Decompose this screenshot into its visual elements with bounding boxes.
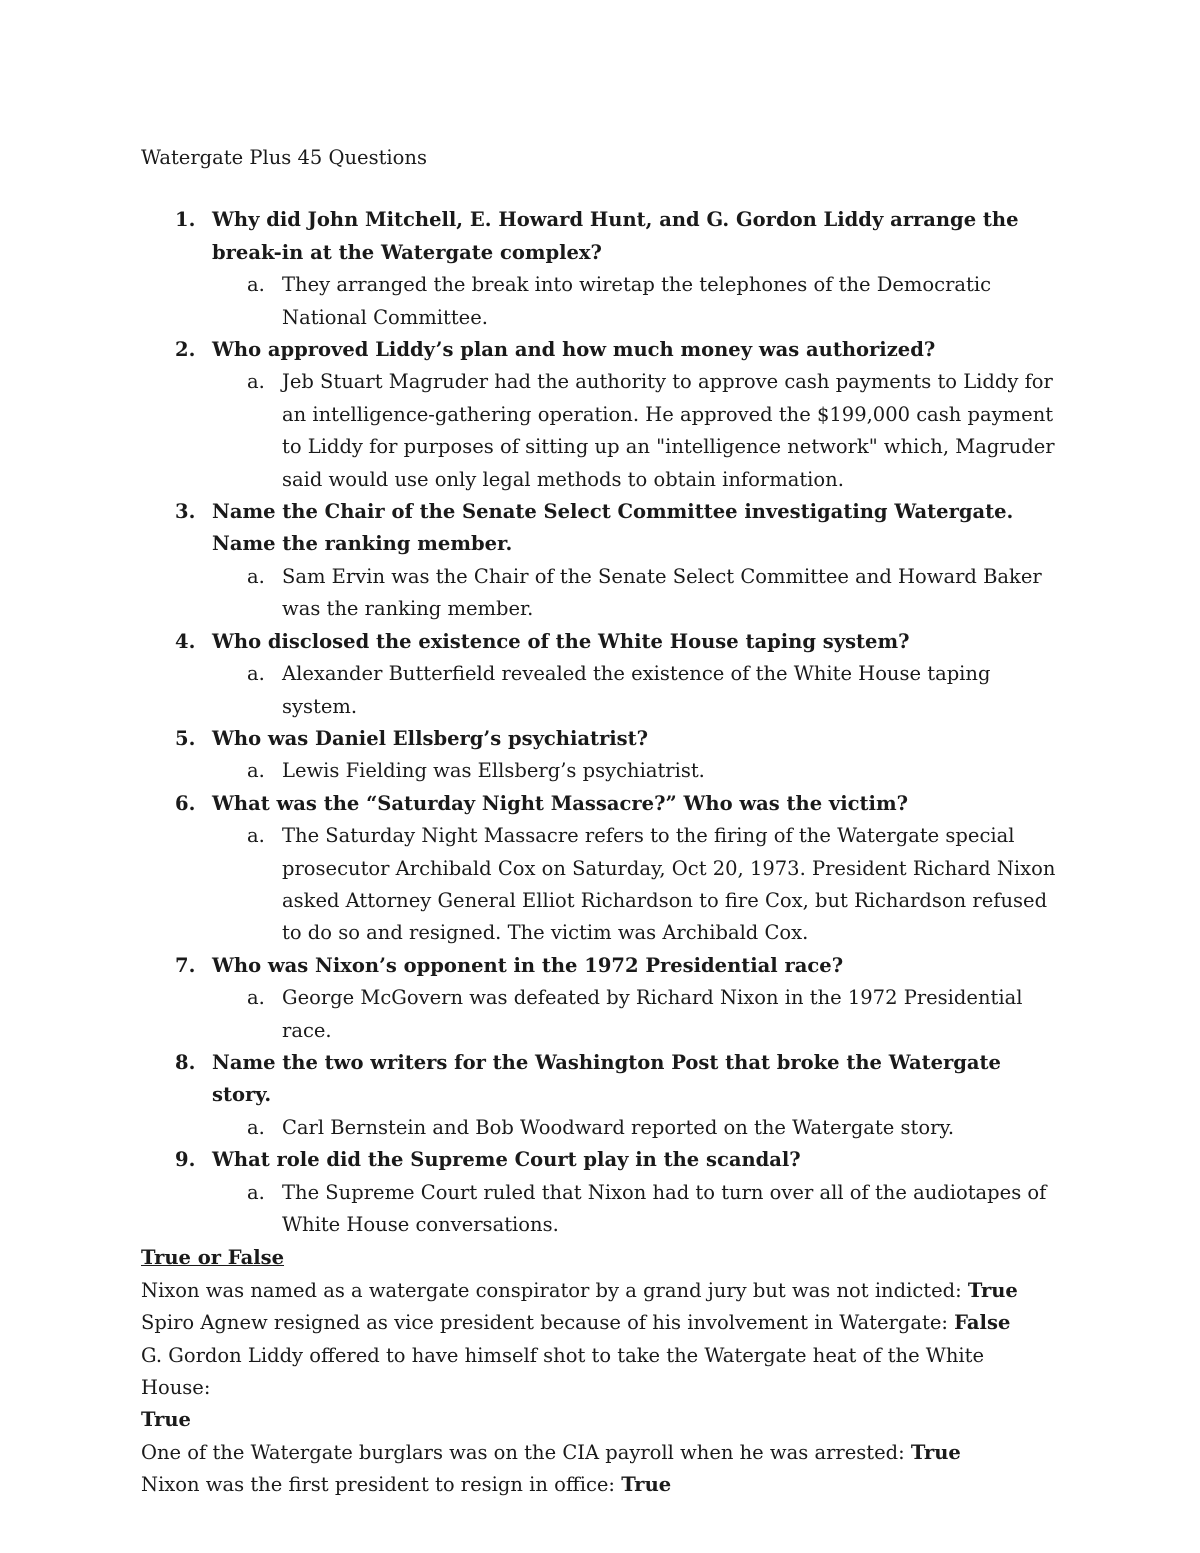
answer-letter: a. <box>247 370 265 394</box>
answer-text: Carl Bernstein and Bob Woodward reported on the Watergate story. <box>282 1115 955 1139</box>
answer-letter: a. <box>247 662 265 686</box>
question-text: Who was Nixon’s opponent in the 1972 Presidential race? <box>212 953 844 977</box>
answer-letter: a. <box>247 824 265 848</box>
answer-letter: a. <box>247 1115 265 1139</box>
answer-letter: a. <box>247 1180 265 1204</box>
question-text: What was the “Saturday Night Massacre?” Who was the victim? <box>212 791 909 815</box>
question-list <box>141 204 1056 1241</box>
true-false-section <box>141 1242 1056 1501</box>
question-text: Why did John Mitchell, E. Howard Hunt, and G. Gordon Liddy arrange the break-in at the Watergate complex? <box>212 208 1019 264</box>
question-number: 4. <box>175 629 196 653</box>
answer-item <box>141 1177 1056 1242</box>
answer-text: The Saturday Night Massacre refers to the firing of the Watergate special prosecutor Archibald Cox on Saturday, Oct 20, 1973. President Richard Nixon asked Attorney General Elliot Richardson to fire Cox, but Richardson refused to do so and resigned. The victim was Archibald Cox. <box>282 824 1056 945</box>
true-false-item-1 <box>141 1275 1056 1307</box>
question-item-7 <box>141 950 1056 1047</box>
tf-statement: Nixon was named as a watergate conspirator by a grand jury but was not indicted: <box>141 1278 968 1302</box>
question-number: 9. <box>175 1148 196 1172</box>
question-text: What role did the Supreme Court play in the scandal? <box>212 1148 801 1172</box>
question-text: Who approved Liddy’s plan and how much money was authorized? <box>212 338 936 362</box>
answer-text: Lewis Fielding was Ellsberg’s psychiatrist. <box>282 759 705 783</box>
question-text: Who was Daniel Ellsberg’s psychiatrist? <box>212 726 649 750</box>
tf-answer: True <box>621 1473 672 1497</box>
answer-letter: a. <box>247 564 265 588</box>
answer-item <box>141 269 1056 334</box>
tf-statement: Spiro Agnew resigned as vice president because of his involvement in Watergate: <box>141 1311 955 1335</box>
answer-letter: a. <box>247 273 265 297</box>
question-item-3 <box>141 496 1056 626</box>
answer-item <box>141 658 1056 723</box>
answer-item <box>141 561 1056 626</box>
true-false-item-4 <box>141 1437 1056 1469</box>
document-title: Watergate Plus 45 Questions <box>141 146 427 169</box>
answer-text: Alexander Butterfield revealed the existence of the White House taping system. <box>282 662 991 718</box>
question-item-5 <box>141 723 1056 788</box>
answer-letter: a. <box>247 986 265 1010</box>
answer-item <box>141 1112 1056 1144</box>
answer-item <box>141 820 1056 950</box>
answer-text: Jeb Stuart Magruder had the authority to approve cash payments to Liddy for an intelligence-gathering operation. He approved the $199,000 cash payment to Liddy for purposes of sitting up an "intelligence network" which, Magruder said would use only legal methods to obtain information. <box>282 370 1055 491</box>
answer-item <box>141 366 1056 496</box>
question-number: 8. <box>175 1050 196 1074</box>
true-false-item-3 <box>141 1340 1056 1437</box>
answer-text: Sam Ervin was the Chair of the Senate Select Committee and Howard Baker was the ranking member. <box>282 564 1042 621</box>
question-item-2 <box>141 334 1056 496</box>
question-item-8 <box>141 1047 1056 1144</box>
question-number: 3. <box>175 500 196 524</box>
question-number: 2. <box>175 338 196 362</box>
question-number: 6. <box>175 791 196 815</box>
question-text: Who disclosed the existence of the White House taping system? <box>212 629 910 653</box>
true-false-item-5 <box>141 1469 1056 1501</box>
true-false-heading: True or False <box>141 1246 285 1270</box>
question-item-9 <box>141 1144 1056 1241</box>
answer-text: They arranged the break into wiretap the telephones of the Democratic National Committee. <box>282 273 992 329</box>
tf-answer: True <box>141 1408 191 1432</box>
question-number: 5. <box>175 726 196 750</box>
question-item-6 <box>141 788 1056 950</box>
question-item-1 <box>141 204 1056 334</box>
true-false-item-2 <box>141 1307 1056 1339</box>
answer-item <box>141 982 1056 1047</box>
question-item-4 <box>141 626 1056 723</box>
answer-text: The Supreme Court ruled that Nixon had to turn over all of the audiotapes of White House conversations. <box>282 1180 1047 1236</box>
question-number: 7. <box>175 953 196 977</box>
tf-statement: Nixon was the first president to resign in office: <box>141 1473 622 1497</box>
tf-statement: One of the Watergate burglars was on the CIA payroll when he was arrested: <box>141 1440 911 1464</box>
document-page <box>141 142 1056 1502</box>
question-number: 1. <box>175 208 196 232</box>
tf-answer: True <box>910 1440 961 1464</box>
tf-statement: G. Gordon Liddy offered to have himself shot to take the Watergate heat of the White House: <box>141 1343 985 1400</box>
tf-answer: True <box>967 1278 1018 1302</box>
question-text: Name the Chair of the Senate Select Committee investigating Watergate. Name the ranking member. <box>212 500 1014 556</box>
answer-letter: a. <box>247 759 265 783</box>
answer-item <box>141 755 1056 787</box>
question-text: Name the two writers for the Washington Post that broke the Watergate story. <box>212 1050 1001 1107</box>
answer-text: George McGovern was defeated by Richard Nixon in the 1972 Presidential race. <box>282 986 1023 1042</box>
tf-answer: False <box>954 1311 1011 1335</box>
